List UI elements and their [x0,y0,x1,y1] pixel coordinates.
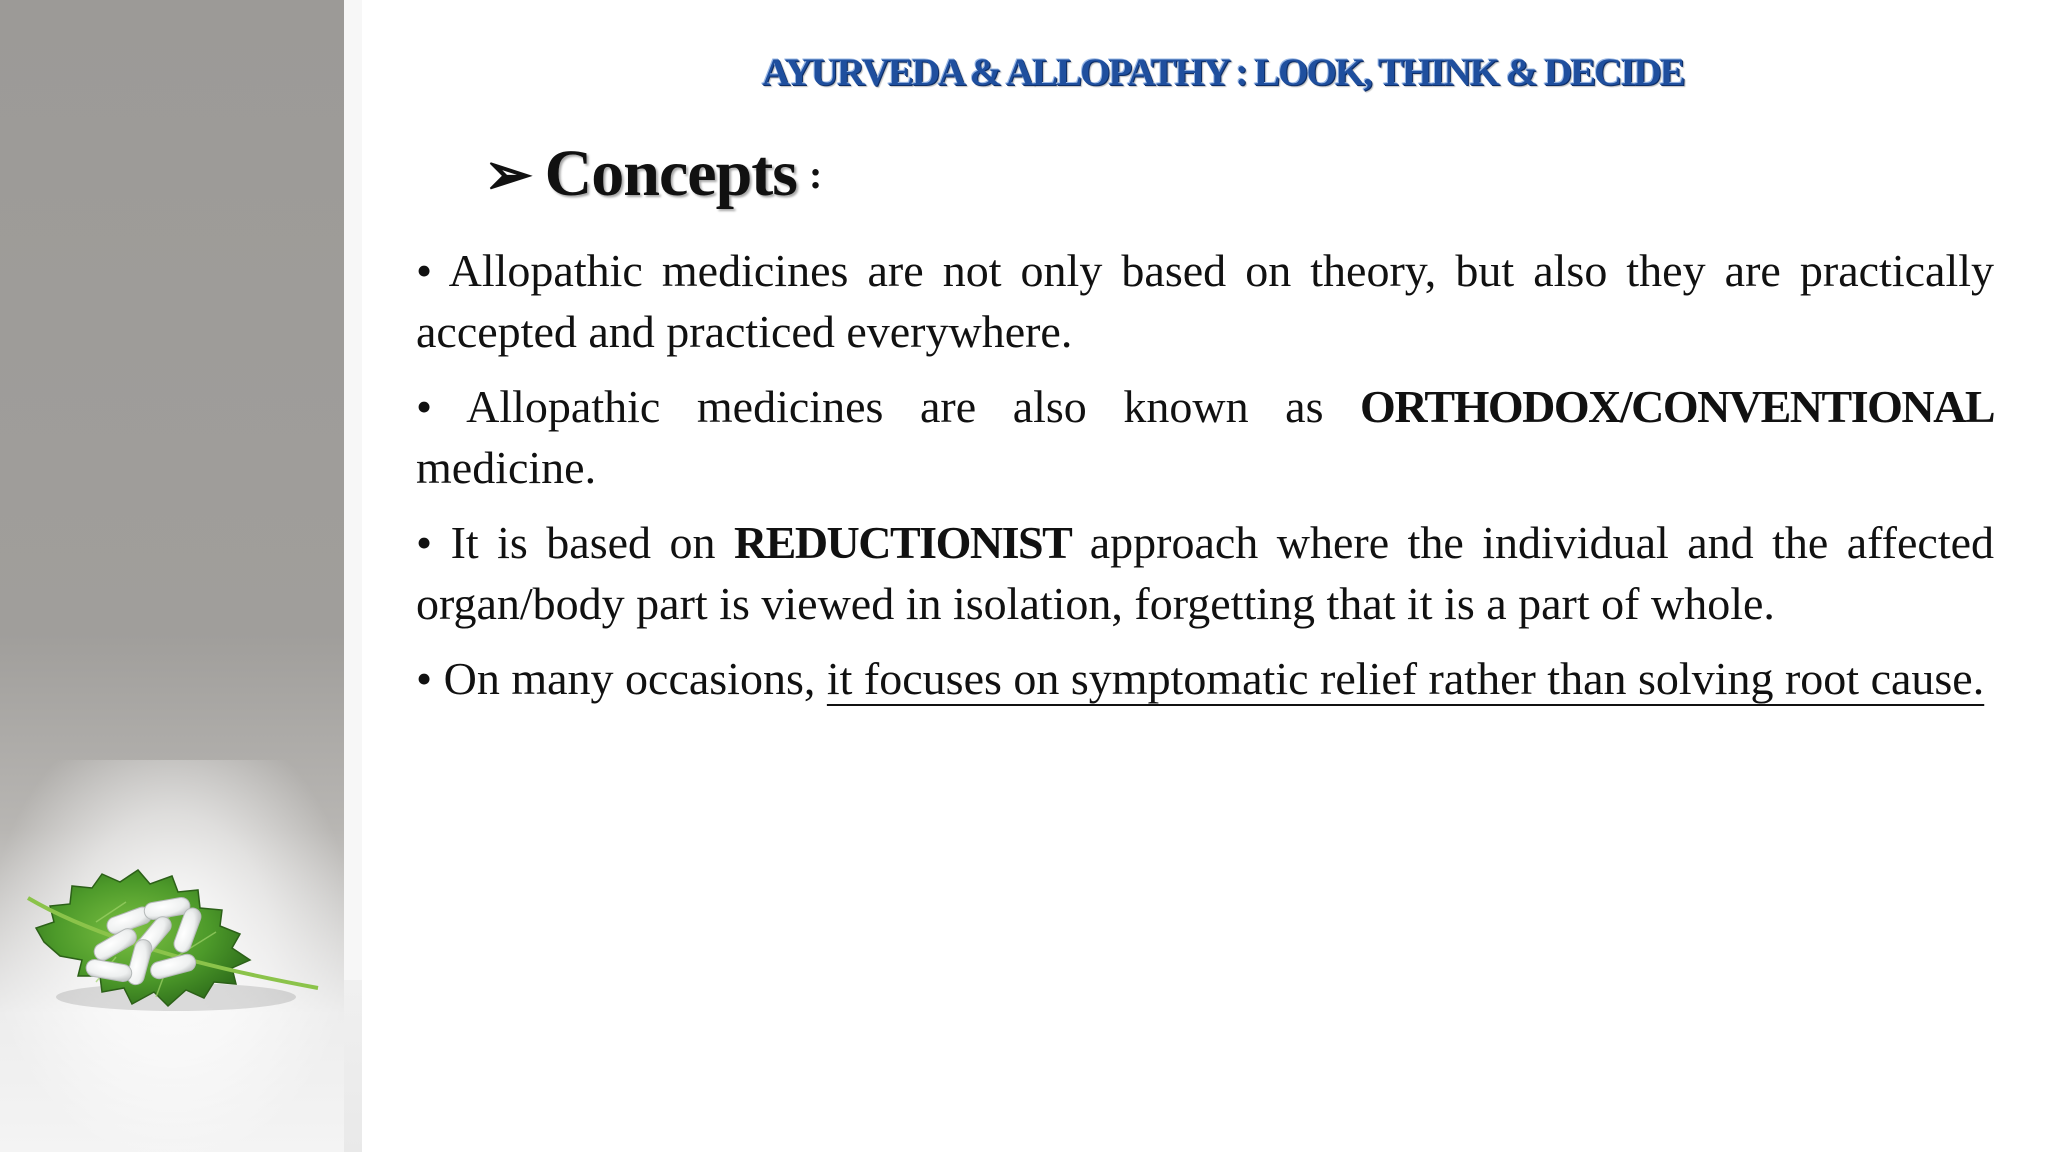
heading-text: Concepts [544,137,797,210]
heading-colon: : [808,151,823,197]
bullet-item-1 [416,240,1994,362]
leaf-with-pills-image [26,862,326,1022]
bullet-bold-term: REDUCTIONIST [733,517,1072,568]
bullet-dot: • [416,517,433,568]
bullet-text: Allopathic medicines are not only based on theory, but also they are practically accepted and practiced everywhere. [416,245,1995,357]
bullet-dot: • [416,653,433,704]
bullet-text: Allopathic medicines are also known as [466,381,1361,432]
bullet-item-3 [416,512,1994,634]
bullet-dot: • [416,381,433,432]
bullet-list [416,240,1994,723]
bullet-bold-term: ORTHODOX/CONVENTIONAL [1360,381,1994,432]
bullet-text-end: approach where the individual and the affected organ/body part is viewed in isolation, forgetting that it is a part of whole. [416,517,1995,629]
section-heading [484,136,822,212]
bullet-text-end: medicine. [416,442,597,493]
bullet-dot: • [416,245,433,296]
slide-title: AYURVEDA & ALLOPATHY : LOOK, THINK & DECIDE [762,51,1684,94]
arrow-bullet-icon: ➢ [484,142,533,207]
sidebar-edge-shadow [344,980,362,1152]
bullet-underlined-text: it focuses on symptomatic relief rather than solving root cause. [826,653,1985,704]
bullet-text: It is based on [450,517,734,568]
bullet-item-2 [416,376,1994,498]
bullet-text: On many occasions, [443,653,827,704]
bullet-item-4 [416,648,1994,709]
